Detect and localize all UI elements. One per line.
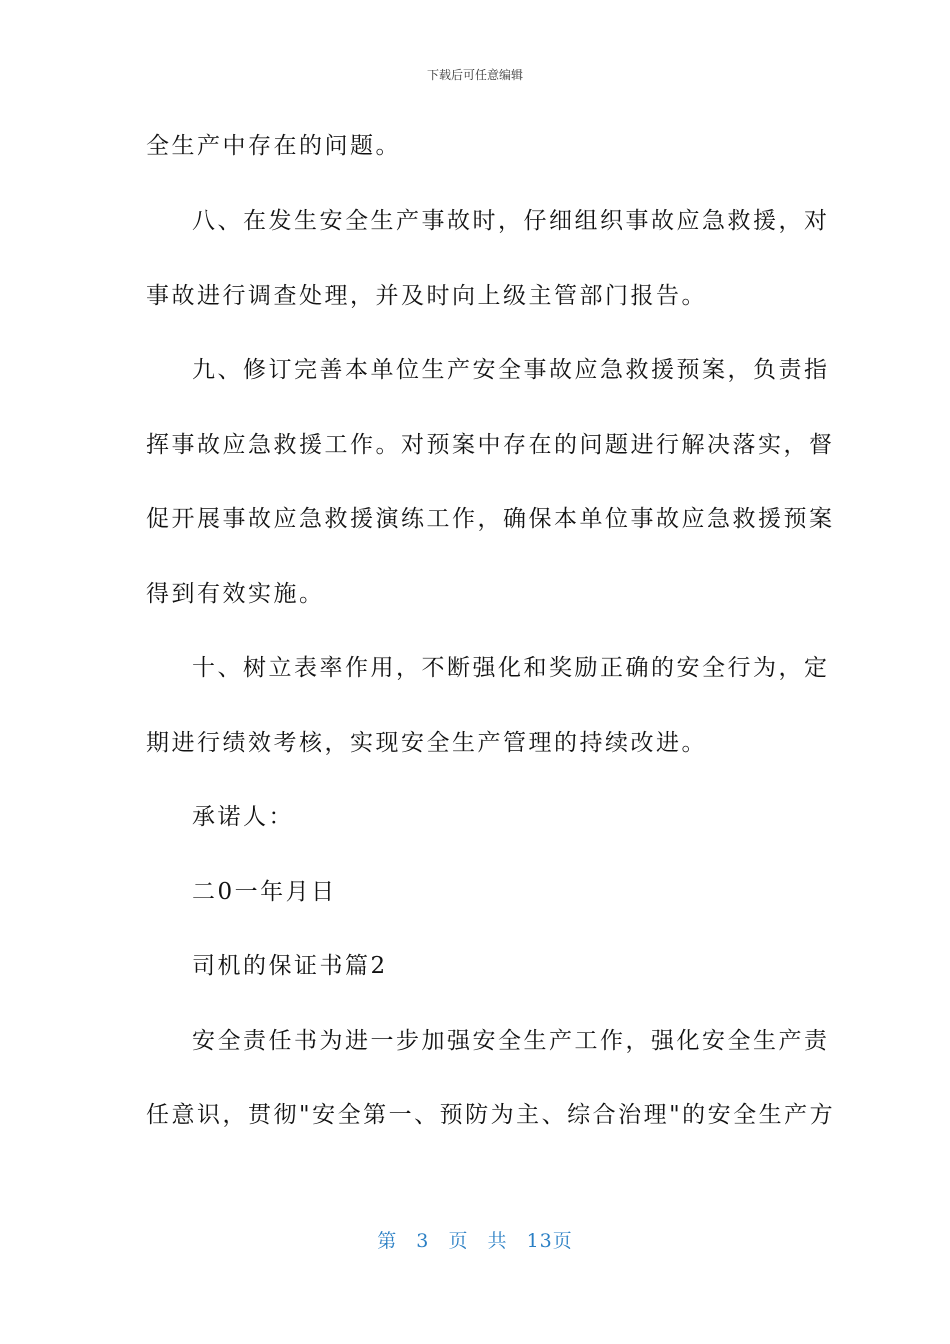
- section-title: 司机的保证书篇2: [192, 953, 388, 979]
- paragraph-line: 促开展事故应急救援演练工作，确保本单位事故应急救援预案: [146, 506, 835, 532]
- paragraph-line: 九、修订完善本单位生产安全事故应急救援预案，负责指: [192, 357, 830, 383]
- footer-current-page: 3: [416, 1230, 430, 1252]
- paragraph-line: 十、树立表率作用，不断强化和奖励正确的安全行为，定: [192, 655, 830, 681]
- footer-di: 第: [377, 1230, 398, 1252]
- paragraph-line: 得到有效实施。: [146, 581, 325, 607]
- paragraph-line: 事故进行调查处理，并及时向上级主管部门报告。: [146, 283, 707, 309]
- header-note: 下载后可任意编辑: [426, 68, 523, 82]
- paragraph-line: 全生产中存在的问题。: [146, 133, 401, 159]
- page-number-footer: [0, 1226, 950, 1253]
- paragraph-line: 任意识，贯彻"安全第一、预防为主、综合治理"的安全生产方: [146, 1102, 836, 1128]
- paragraph-line: 安全责任书为进一步加强安全生产工作，强化安全生产责: [192, 1028, 830, 1054]
- signatory-label: 承诺人：: [192, 804, 294, 830]
- paragraph-line: 八、在发生安全生产事故时，仔细组织事故应急救援，对: [192, 208, 830, 234]
- paragraph-line: 挥事故应急救援工作。对预案中存在的问题进行解决落实，督: [146, 432, 835, 458]
- paragraph-line: 期进行绩效考核，实现安全生产管理的持续改进。: [146, 730, 707, 756]
- footer-gong: 共: [487, 1230, 508, 1252]
- date-line: 二0一年月日: [192, 879, 337, 905]
- footer-total-pages: 13页: [526, 1230, 573, 1252]
- footer-ye: 页: [448, 1230, 469, 1252]
